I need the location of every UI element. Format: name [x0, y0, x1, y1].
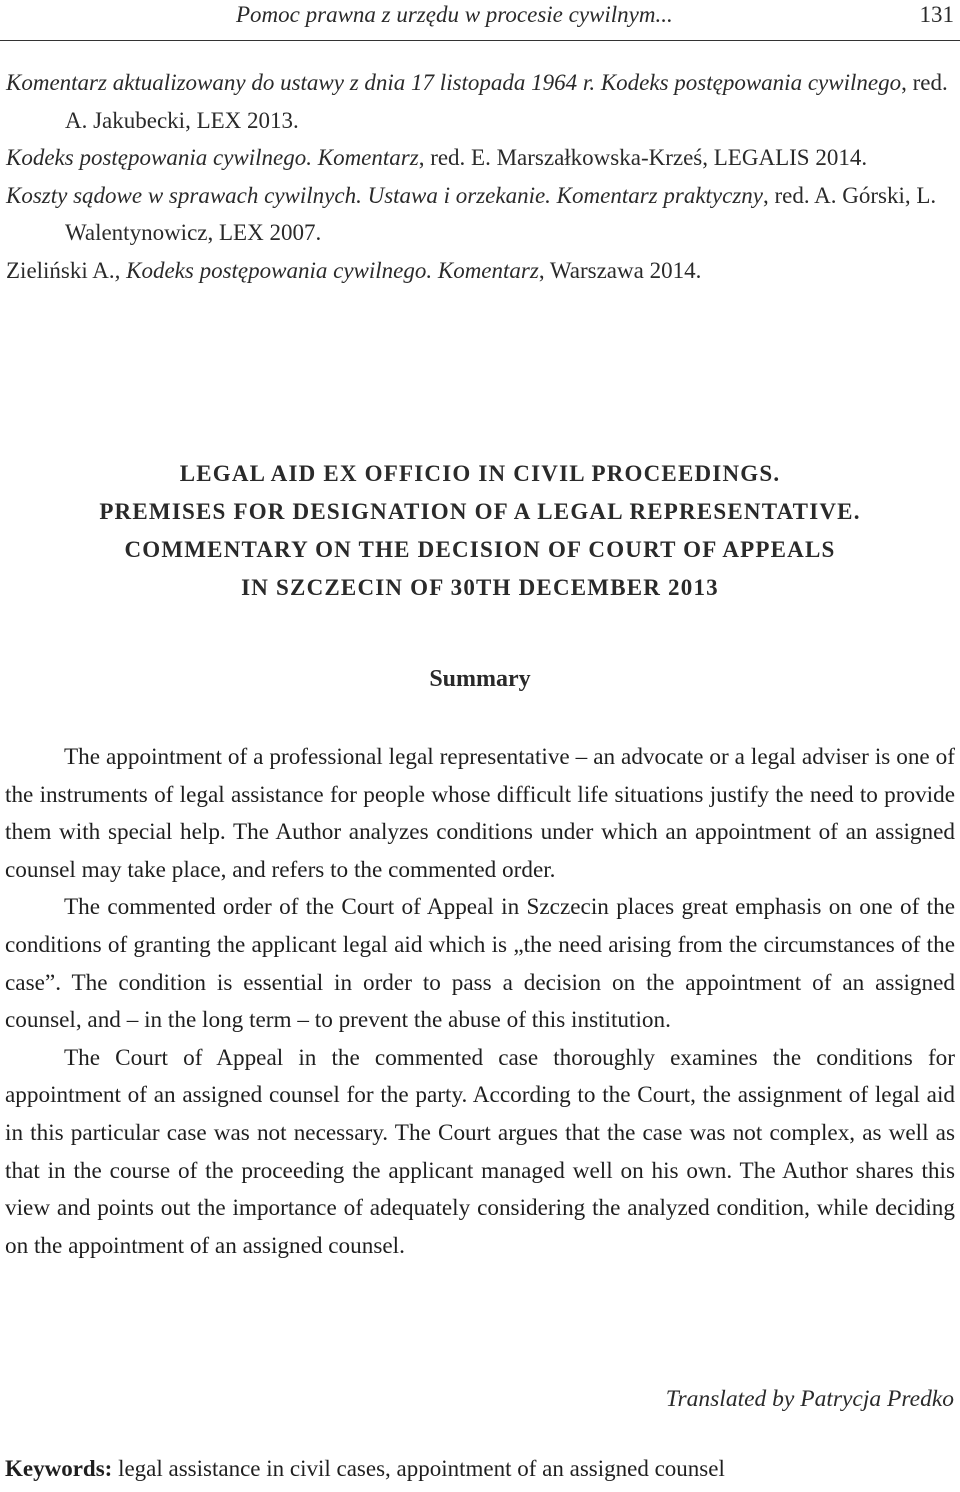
title-line: COMMENTARY ON THE DECISION OF COURT OF APPEALS — [124, 537, 836, 562]
reference-item — [6, 64, 954, 139]
translator-credit: Translated by Patrycja Predko — [665, 1386, 954, 1412]
running-header — [0, 0, 960, 41]
title-line: LEGAL AID EX OFFICIO IN CIVIL PROCEEDINGS. — [179, 461, 781, 486]
summary-heading: Summary — [429, 666, 531, 692]
reference-italic: Koszty sądowe w sprawach cywilnych. Ustawa i orzekanie. Komentarz praktyczny — [6, 182, 764, 208]
summary-paragraph: The Court of Appeal in the commented case thoroughly examines the conditions for appointment of an assigned counsel for the party. According to the Court, the assignment of legal aid in this particular case was not necessary. The Court argues that the case was not complex, as well as that in the course of the proceeding the applicant managed well on his own. The Author shares this view and points out the importance of adequately considering the analyzed condition, while deciding on the appointment of an assigned counsel. — [5, 1044, 955, 1259]
keywords — [5, 1456, 955, 1482]
reference-plain: , red. E. Marszałkowska-Krześ, LEGALIS 2014. — [418, 145, 868, 170]
summary-paragraph: The appointment of a professional legal representative – an advocate or a legal adviser is one of the instruments of legal assistance for people whose difficult life situations justify the need to provide them with special help. The Author analyzes conditions under which an appointment of an assigned counsel may take place, and refers to the commented order. — [5, 744, 955, 883]
reference-italic: , Kodeks postępowania cywilnego. Komentarz — [114, 257, 539, 283]
reference-item — [6, 177, 954, 252]
summary-paragraph: The commented order of the Court of Appeal in Szczecin places great emphasis on one of the conditions of granting the applicant legal aid which is „the need arising from the circumstances of the case”. The condition is essential in order to pass a decision on the appointment of an assigned counsel, and – in the long term – to prevent the abuse of this institution. — [5, 894, 955, 1034]
title-line: PREMISES FOR DESIGNATION OF A LEGAL REPRESENTATIVE. — [99, 499, 861, 524]
reference-italic: Komentarz aktualizowany do ustawy z dnia 17 listopada 1964 r. Kodeks postępowania cywilnego — [6, 70, 902, 95]
reference-plain: , red. A. Górski, L. Walentynowicz, LEX 2007. — [65, 182, 937, 245]
reference-author: Zieliński A. — [6, 257, 115, 283]
reference-italic: Kodeks postępowania cywilnego. Komentarz — [6, 145, 419, 170]
title-line: IN SZCZECIN OF 30TH DECEMBER 2013 — [241, 575, 719, 600]
reference-plain: , red. A. Jakubecki, LEX 2013. — [65, 70, 948, 133]
article-title — [0, 455, 960, 607]
reference-list — [6, 64, 954, 289]
keywords-label: Keywords: — [5, 1456, 113, 1481]
keywords-text: legal assistance in civil cases, appointment of an assigned counsel — [112, 1456, 725, 1481]
page-number: 131 — [919, 2, 954, 27]
reference-item — [6, 139, 954, 177]
reference-item — [6, 252, 954, 290]
reference-plain: , Warszawa 2014. — [538, 257, 702, 283]
running-title: Pomoc prawna z urzędu w procesie cywilnym... — [236, 2, 673, 27]
summary-body — [5, 739, 955, 1265]
